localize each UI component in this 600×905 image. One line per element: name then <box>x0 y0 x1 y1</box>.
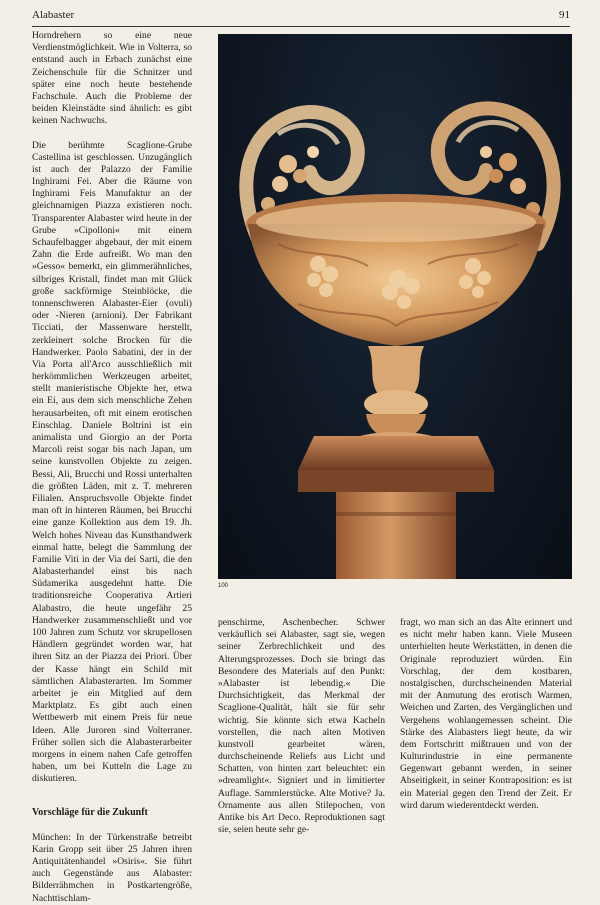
text-column-1 <box>32 30 192 905</box>
alabaster-vase-photo <box>218 34 572 579</box>
paragraph: Horndrehern so eine neue Verdienstmöglichkeit. Wie in Volterra, so entstand auch in Erbach zunächst eine Zeichenschule für die Schnitzer und später eine noch heute bestehende Fachschule. Auch die Probleme der beiden Kleinstädte sind ähnlich: es gibt keinen Nachwuchs. <box>32 30 192 127</box>
text-column-2 <box>218 617 385 836</box>
paragraph: Die berühmte Scaglione-Grube Castellina ist geschlossen. Unzugänglich ist auch der Palazzo der Familie Inghirami Fei. Aber die Räume von Inghirami Feis Manufaktur an der gleichnamigen Piazza existieren noch. Transparenter Alabaster wird heute in der Grube »Cipolloni« mit einem Schaufelbagger abgebaut, der mit einem Zahn die Erde aufreißt. Wo man den »Gesso« bemerkt, ein glimmerähnliches, silbriges Kristall, findet man mit Glück große sackförmige Steinblöcke, die tonnenschweren Alabaster-Eier (ovuli) oder -Nieren (arnioni). Der Fabrikant Ticciati, der Massenware herstellt, zerkleinert solche Brocken für die Handwerker. Paolo Sabatini, der in der Via Porta all'Arco ausschließlich mit herkömmlichen Werkzeugen arbeitet, stellt manieristische Objekte her, etwa ein Ei, aus dem sich menschliche Zehen herausarbeiten, oft mit einem erotischen Einschlag. Daniele Boltrini ist ein animalista und Giorgio an der Porta Marcoli reist sogar bis nach Japan, um seine kunstvollen Objekte zu zeigen. Bessi, Ali, Brucchi und Rossi unterhalten die größten Läden, mit z. T. mehreren Filialen. Anspruchsvolle Objekte findet man oft in hinteren Räumen, bei Brucchi eine ganze Kollektion aus dem 19. Jh. Welch hohes Niveau das Kunsthandwerk einmal hatte, belegt die Sammlung der Familie Viti in der Via dei Sarti, die den Alabasterhandel einst bis nach Südamerika ausgedehnt hatte. Die traditionsreiche Cooperativa Artieri Alabastro, die heute ungefähr 25 Handwerker zusammenschließt und vor 100 Jahren zum Schutz vor skrupellosen Händlern gegründet worden war, hat ihren Sitz an der Piazza dei Priori. Über der Kasse hängt ein Schild mit sämtlichen Alabasterarten. Im Sommer arbeitet je ein Mitglied auf dem Marktplatz. Es gibt auch einen Wettbewerb mit einem Preis für neue Ideen. Alle Juroren sind Volterraner. Früher sollen sich die Alabasterarbeiter morgens in einem nahen Cafe getroffen haben, um bei Kutteln die Lage zu diskutieren. <box>32 139 192 785</box>
text-column-3 <box>400 617 572 812</box>
pedestal <box>298 436 494 579</box>
running-head: Alabaster <box>32 9 75 21</box>
paragraph: fragt, wo man sich an das Alte erinnert und es nicht mehr haben kann. Viele Museen unterhielten heute Werkstätten, in denen die Originale reproduziert würden. Ein Vorschlag, der dem kostbaren, nostalgischen, durchscheinenden Material mit der Anmutung des erotisch Warmen, Weichen und Zarten, des Vergänglichen und Vergehens wohlangemessen scheint. Die Stärke des Alabasters liegt heute, da wir dem Fortschritt mißtrauen und von der Kulturindustrie in eine permanente Gegenwart gebannt werden, in seiner Abseitigkeit, in seiner Kontraposition: es ist ein Material gegen den Trend der Zeit. Er wird darum wiederentdeckt werden. <box>400 617 572 811</box>
paragraph: München: In der Türkenstraße betreibt Karin Gropp seit über 25 Jahren ihren Antiquitätenhandel »Osiris«. Sie führt auch Gegenstände aus Alabaster: Bilderrähmchen in Postkartengröße, Nachttischlam- <box>32 831 192 904</box>
section-heading: Vorschläge für die Zukunft <box>32 807 148 819</box>
page-number: 91 <box>559 9 570 21</box>
alabaster-vase-illustration <box>218 34 572 579</box>
page-header <box>32 6 570 27</box>
paragraph: penschirme, Aschenbecher. Schwer verkäuflich sei Alabaster, sagt sie, wegen seiner Zerbrechlichkeit und des Alterungsprozesses. Doch sie bringt das Besondere des Materials auf den Punkt: »Alabaster ist lebendig.« Die Durchsichtigkeit, das Merkmal der Scaglione-Qualität, hält sie für sehr wichtig. Sie könnte sich etwa Kacheln vorstellen, die nach alten Motiven kunstvoll gearbeitet wären, durchscheinende Reliefs aus Licht und Schatten, von hinten zart beleuchtet: ein »dreamlight«. Signiert und in limitierter Auflage. Sammlerstücke. Alte Motive? Ja. Ornamente aus allen Stilepochen, von Antike bis Art Deco. Reproduktionen sagt sie, seien heute sehr ge- <box>218 617 385 836</box>
vase-bowl <box>246 194 546 346</box>
figure-number: 100 <box>218 583 229 589</box>
